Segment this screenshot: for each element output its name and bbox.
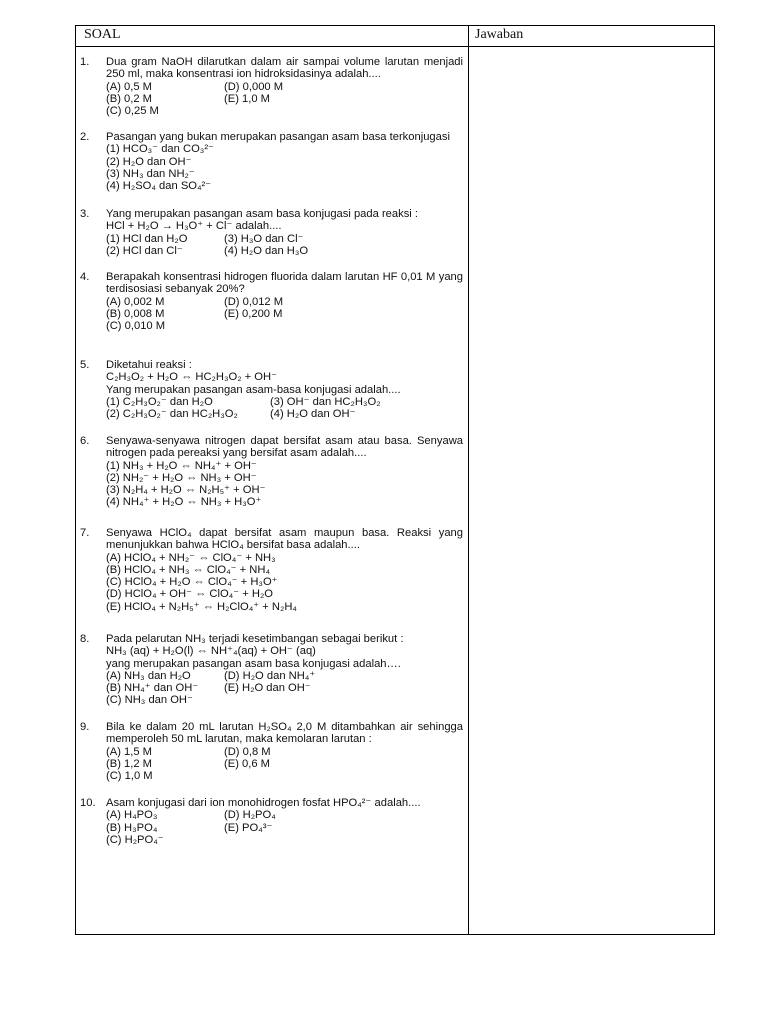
option: (1) C₂H₃O₂⁻ dan H₂O — [106, 395, 213, 408]
option: (3) NH₃ dan NH₂⁻ — [106, 167, 195, 180]
option: (A) NH₃ dan H₂O — [106, 669, 191, 682]
option: (D) 0,012 M — [224, 295, 284, 308]
option: (4) NH₄⁺ + H₂O ⇔ NH₃ + H₃O⁺ — [106, 496, 262, 509]
option: (E) H₂O dan OH⁻ — [224, 682, 311, 695]
column-divider — [468, 26, 469, 934]
option: (E) 1,0 M — [224, 92, 271, 105]
option: (B) H₃PO₄ — [106, 821, 158, 834]
header-jawaban: Jawaban — [475, 27, 524, 42]
option: (D) H₂O dan NH₄⁺ — [224, 669, 316, 682]
question-number: 9. — [80, 721, 90, 733]
question-table — [75, 25, 715, 935]
reaction-equation: HCl + H₂O → H₃O⁺ + Cl⁻ adalah.... — [106, 220, 282, 233]
option: (C) 1,0 M — [106, 770, 153, 783]
question-stem: Bila ke dalam 20 mL larutan H₂SO₄ 2,0 M ditambahkan air sehingga memperoleh 50 mL larutan, maka kemolaran larutan : — [106, 721, 463, 746]
option: (B) 1,2 M — [106, 757, 153, 770]
option: (B) 0,008 M — [106, 307, 165, 320]
option: (C) 0,25 M — [106, 105, 159, 118]
option: (2) HCl dan Cl⁻ — [106, 244, 183, 257]
option: (E) HClO₄ + N₂H₅⁺ ⇔ H₂ClO₄⁺ + N₂H₄ — [106, 600, 297, 613]
option: (4) H₂O dan H₃O — [224, 244, 309, 257]
option: (D) H₂PO₄ — [224, 809, 276, 822]
question-number: 8. — [80, 633, 90, 645]
option: (E) 0,200 M — [224, 307, 283, 320]
reaction-equation: C₂H₃O₂ + H₂O ⇔ HC₂H₃O₂ + OH⁻ — [106, 371, 277, 384]
question-number: 5. — [80, 359, 90, 371]
option: (A) H₄PO₃ — [106, 809, 158, 822]
option: (2) NH₂⁻ + H₂O ⇔ NH₃ + OH⁻ — [106, 471, 257, 484]
option: (A) HClO₄ + NH₂⁻ ⇔ ClO₄⁻ + NH₃ — [106, 551, 276, 564]
question-number: 4. — [80, 271, 90, 283]
option: (B) 0,2 M — [106, 92, 153, 105]
option: (3) N₂H₄ + H₂O ⇔ N₂H₅⁺ + OH⁻ — [106, 484, 266, 497]
question-stem: Senyawa HClO₄ dapat bersifat asam maupun basa. Reaksi yang menunjukkan bahwa HClO₄ bersifat basa adalah.... — [106, 527, 463, 552]
option: (E) PO₄³⁻ — [224, 821, 273, 834]
option: (2) C₂H₃O₂⁻ dan HC₂H₃O₂ — [106, 408, 238, 421]
option: (1) HCO₃⁻ dan CO₃²⁻ — [106, 143, 214, 156]
question-stem: Pada pelarutan NH₃ terjadi kesetimbangan sebagai berikut : — [106, 633, 404, 645]
option: (C) HClO₄ + H₂O ⇔ ClO₄⁻ + H₃O⁺ — [106, 576, 278, 589]
option: (E) 0,6 M — [224, 757, 271, 770]
question-stem: Senyawa-senyawa nitrogen dapat bersifat asam atau basa. Senyawa nitrogen pada pereaksi yang bersifat asam adalah.... — [106, 435, 463, 460]
question-number: 10. — [80, 797, 96, 809]
option: (D) HClO₄ + OH⁻ ⇔ ClO₄⁻ + H₂O — [106, 588, 274, 601]
header-soal: SOAL — [84, 27, 121, 42]
question-number: 3. — [80, 208, 90, 220]
question-stem: Asam konjugasi dari ion monohidrogen fosfat HPO₄²⁻ adalah.... — [106, 797, 421, 809]
question-number: 6. — [80, 435, 90, 447]
option: (1) NH₃ + H₂O ⇔ NH₄⁺ + OH⁻ — [106, 459, 257, 472]
option: (1) HCl dan H₂O — [106, 232, 188, 245]
table-header-row — [76, 26, 714, 47]
option: (3) H₃O dan Cl⁻ — [224, 232, 304, 245]
question-stem: Yang merupakan pasangan asam basa konjugasi pada reaksi : — [106, 208, 419, 220]
option: (C) 0,010 M — [106, 320, 166, 333]
question-number: 1. — [80, 56, 90, 68]
reaction-equation: NH₃ (aq) + H₂O(l) ⇔ NH⁺₄(aq) + OH⁻ (aq) — [106, 645, 316, 658]
option: (4) H₂SO₄ dan SO₄²⁻ — [106, 180, 212, 193]
option: (B) NH₄⁺ dan OH⁻ — [106, 682, 199, 695]
option: (4) H₂O dan OH⁻ — [270, 408, 356, 421]
question-stem: Berapakah konsentrasi hidrogen fluorida dalam larutan HF 0,01 M yang terdisosiasi sebanyak 20%? — [106, 271, 463, 296]
question-stem-2: Yang merupakan pasangan asam-basa konjugasi adalah.... — [106, 383, 401, 396]
question-stem: Diketahui reaksi : — [106, 359, 192, 371]
question-stem: Pasangan yang bukan merupakan pasangan asam basa terkonjugasi — [106, 131, 450, 143]
question-stem-2: yang merupakan pasangan asam basa konjugasi adalah…. — [106, 657, 401, 670]
question-stem: Dua gram NaOH dilarutkan dalam air sampai volume larutan menjadi 250 ml, maka konsentrasi ion hidroksidasinya adalah.... — [106, 56, 463, 81]
option: (3) OH⁻ dan HC₂H₃O₂ — [270, 395, 381, 408]
question-number: 7. — [80, 527, 90, 539]
option: (D) 0,8 M — [224, 745, 271, 758]
option: (A) 0,5 M — [106, 80, 153, 93]
question-number: 2. — [80, 131, 90, 143]
option: (A) 0,002 M — [106, 295, 165, 308]
option: (D) 0,000 M — [224, 80, 284, 93]
option: (C) NH₃ dan OH⁻ — [106, 694, 193, 707]
option: (B) HClO₄ + NH₃ ⇔ ClO₄⁻ + NH₄ — [106, 563, 271, 576]
option: (A) 1,5 M — [106, 745, 153, 758]
option: (C) H₂PO₄⁻ — [106, 833, 164, 846]
option: (2) H₂O dan OH⁻ — [106, 155, 192, 168]
